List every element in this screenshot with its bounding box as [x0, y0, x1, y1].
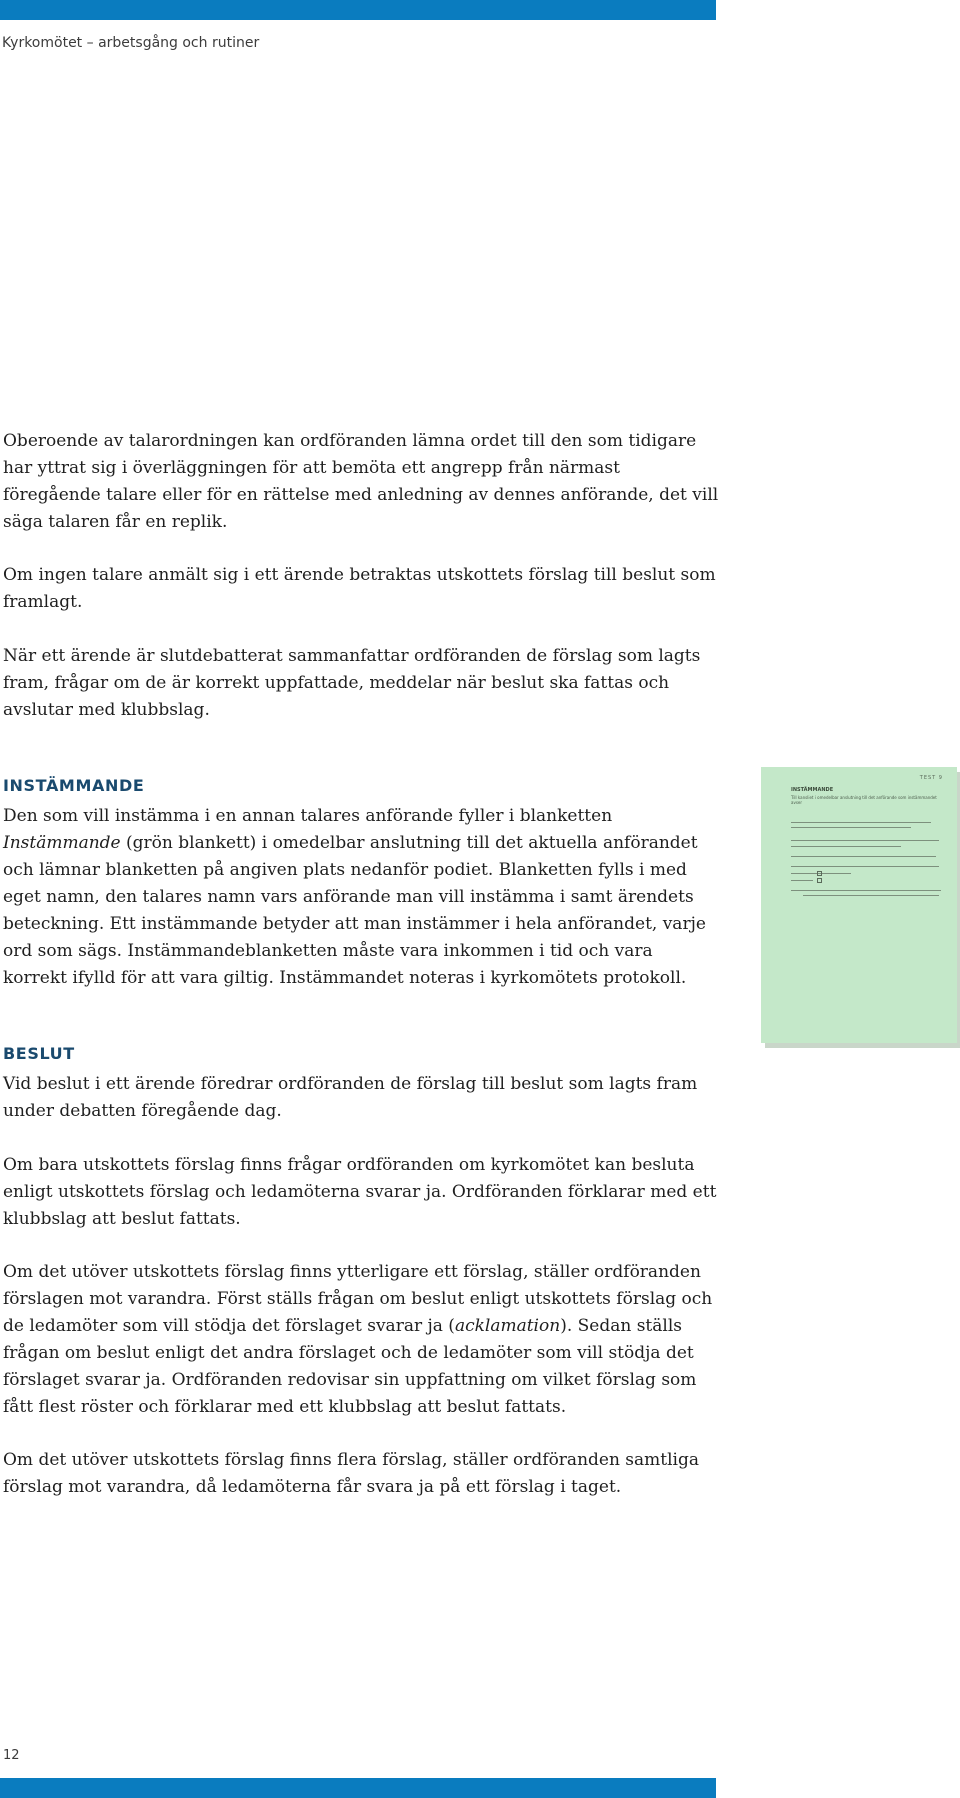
instammande-form-name: Instämmande: [3, 833, 121, 853]
paragraph-framlagt: Om ingen talare anmält sig i ett ärende betraktas utskottets förslag till beslut som framlagt.: [3, 565, 716, 612]
beslut-3-text-start: Om det utöver utskottets förslag finns ytterligare ett förslag, ställer ordföranden förslagen mot varandra. Först ställs frågan om beslut enligt utskottets förslag och de ledamöter som vill stödja det förslaget svarar ja (: [3, 1262, 713, 1336]
form-checkbox: [817, 878, 822, 883]
paragraph-beslut-3: [3, 1259, 723, 1421]
form-title: INSTÄMMANDE: [791, 787, 834, 793]
top-accent-bar: [0, 0, 716, 20]
paragraph-slutdebatterat: När ett ärende är slutdebatterat sammanfattar ordföranden de förslag som lagts fram, frågar om de är korrekt uppfattade, meddelar när beslut ska fattas och avslutar med klubbslag.: [3, 646, 701, 720]
form-line: [803, 895, 939, 896]
page-number: 12: [3, 1748, 20, 1763]
heading-beslut: BESLUT: [3, 1044, 75, 1063]
form-line: [791, 890, 941, 891]
heading-instammande: INSTÄMMANDE: [3, 776, 145, 795]
form-line: [791, 846, 901, 847]
form-test-label: TEST 9: [919, 775, 943, 781]
form-line: [791, 827, 911, 828]
instammande-text-start: Den som vill instämma i en annan talares anförande fyller i blanketten: [3, 806, 613, 826]
paragraph-replik: Oberoende av talarordningen kan ordföranden lämna ordet till den som tidigare har yttrat sig i överläggningen för att bemöta ett angrepp från närmast föregående talare eller för en rättelse med anledning av dennes anförande, det vill säga talaren får en replik.: [3, 431, 719, 532]
instammande-form-image: [761, 767, 957, 1043]
form-line: [791, 880, 813, 881]
instammande-text-end: (grön blankett) i omedelbar anslutning till det aktuella anförandet och lämnar blanketten på angiven plats nedanför podiet. Blanketten fylls i med eget namn, den talares namn vars anförande man vill instämma i samt ärendets beteckning. Ett instämmande betyder att man instämmer i hela anförandet, varje ord som sägs. Instämmandeblanketten måste vara inkommen i tid och vara korrekt ifylld för att vara giltig. Instämmandet noteras i kyrkomötets protokoll.: [3, 833, 706, 988]
paragraph-beslut-1: Vid beslut i ett ärende föredrar ordföranden de förslag till beslut som lagts fram under debatten föregående dag.: [3, 1074, 698, 1121]
beslut-3-acklamation: acklamation: [454, 1316, 561, 1336]
form-subtitle: Till kansliet i omedelbar anslutning till det anförande som instämmandet avser: [791, 795, 937, 805]
bottom-accent-bar: [0, 1778, 716, 1798]
form-checkbox: [817, 871, 822, 876]
form-line: [791, 840, 939, 841]
beslut-3-text-end: ). Sedan ställs frågan om beslut enligt det andra förslaget och de ledamöter som vill stödja det förslaget svarar ja. Ordföranden redovisar sin uppfattning om vilket förslag som fått flest röster och förklarar med ett klubbslag att beslut fattats.: [3, 1316, 697, 1417]
form-line: [791, 822, 931, 823]
form-line: [791, 866, 939, 867]
paragraph-beslut-4: Om det utöver utskottets förslag finns flera förslag, ställer ordföranden samtliga förslag mot varandra, då ledamöterna får svara ja på ett förslag i taget.: [3, 1450, 700, 1497]
running-header: Kyrkomötet – arbetsgång och rutiner: [2, 35, 260, 51]
paragraph-instammande: [3, 803, 721, 992]
paragraph-beslut-2: Om bara utskottets förslag finns frågar ordföranden om kyrkomötet kan besluta enligt utskottets förslag och ledamöterna svarar ja. Ordföranden förklarar med ett klubbslag att beslut fattats.: [3, 1155, 717, 1229]
form-line: [791, 856, 936, 857]
